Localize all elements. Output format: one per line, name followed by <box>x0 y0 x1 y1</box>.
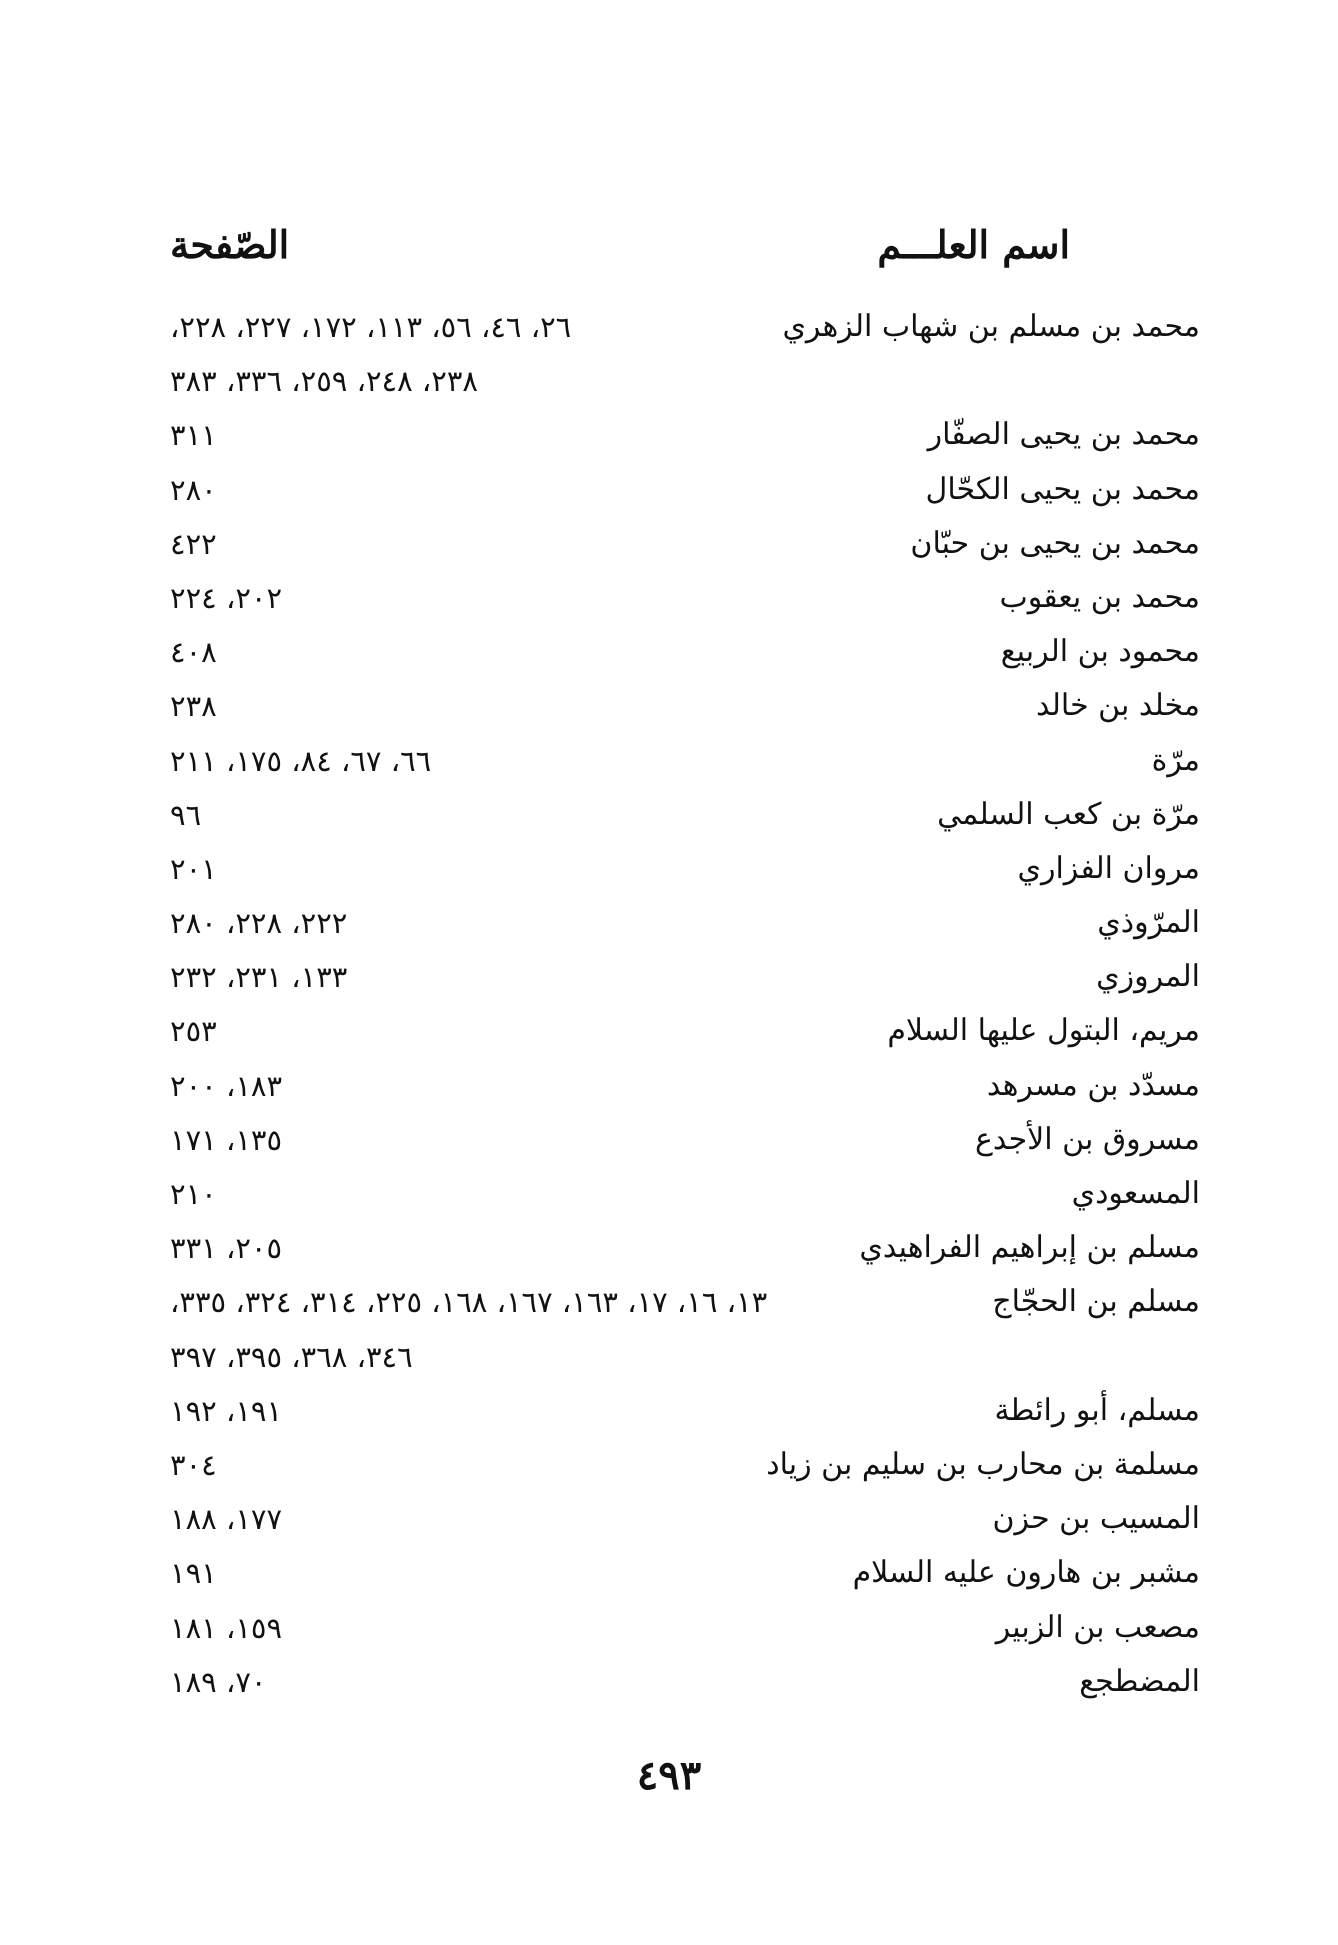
index-row <box>170 896 1200 950</box>
index-row <box>170 1004 1200 1058</box>
entry-pages: ٣٠٤ <box>170 1447 217 1482</box>
entry-pages: ٢٢٢، ٢٢٨، ٢٨٠ <box>170 906 348 941</box>
index-row-continuation <box>170 1330 1200 1384</box>
entry-name: محمد بن يحيى الصفّار <box>927 417 1200 453</box>
index-row <box>170 625 1200 679</box>
entry-name: المسعودي <box>1071 1176 1200 1211</box>
entry-name: مروان الفزاري <box>1017 850 1200 886</box>
entry-pages: ٢٦، ٤٦، ٥٦، ١١٣، ١٧٢، ٢٢٧، ٢٢٨، <box>170 310 572 344</box>
entry-name: المرّوذي <box>1097 905 1200 941</box>
entry-name: المسيب بن حزن <box>992 1501 1200 1537</box>
index-row <box>170 1059 1200 1113</box>
entry-pages: ١٩١ <box>170 1556 217 1591</box>
index-row <box>170 1438 1200 1492</box>
entry-pages: ٢٥٣ <box>170 1014 217 1049</box>
entry-pages: ٣١١ <box>170 418 217 453</box>
entry-name: مسروق بن الأجدع <box>974 1121 1200 1157</box>
index-row <box>170 679 1200 733</box>
entry-pages: ٢٠١ <box>170 851 217 886</box>
index-row <box>170 408 1200 462</box>
entry-name: مرّة <box>1151 742 1200 778</box>
index-row <box>170 734 1200 788</box>
entry-name: محمد بن يعقوب <box>999 579 1200 615</box>
entry-name: محمود بن الربيع <box>1000 634 1200 670</box>
entry-pages: ٢٣٨، ٢٤٨، ٢٥٩، ٣٣٦، ٣٨٣ <box>170 364 478 399</box>
entry-name: المضطجع <box>1079 1663 1200 1699</box>
index-row <box>170 1167 1200 1221</box>
entry-pages: ٧٠، ١٨٩ <box>170 1664 267 1699</box>
entry-pages: ٢٣٨ <box>170 689 217 724</box>
index-row <box>170 1113 1200 1167</box>
entry-name: مريم، البتول عليها السلام <box>887 1013 1200 1049</box>
page-number: ٤٩٣ <box>636 1752 702 1799</box>
index-row <box>170 842 1200 896</box>
entry-pages: ١٧٧، ١٨٨ <box>170 1502 283 1537</box>
entry-pages: ١٥٩، ١٨١ <box>170 1610 283 1645</box>
index-row <box>170 1384 1200 1438</box>
entry-name: مسدّد بن مسرهد <box>986 1067 1200 1103</box>
entry-pages: ٣٤٦، ٣٦٨، ٣٩٥، ٣٩٧ <box>170 1339 413 1374</box>
page-column-heading: الصّفحة <box>170 222 290 267</box>
index-row <box>170 788 1200 842</box>
entry-pages: ١٨٣، ٢٠٠ <box>170 1068 283 1103</box>
entry-pages: ٢٠٢، ٢٢٤ <box>170 580 283 615</box>
index-row <box>170 300 1200 354</box>
entry-pages: ١٣، ١٦، ١٧، ١٦٣، ١٦٧، ١٦٨، ٢٢٥، ٣١٤، ٣٢٤، ٣٣٥، <box>170 1285 768 1320</box>
index-row <box>170 1221 1200 1275</box>
entry-pages: ٢٠٥، ٣٣١ <box>170 1231 283 1266</box>
index-row <box>170 1275 1200 1329</box>
entry-pages: ١٩١، ١٩٢ <box>170 1393 283 1428</box>
entry-name: المروزي <box>1096 959 1200 995</box>
entry-name: مشبر بن هارون عليه السلام <box>852 1555 1200 1591</box>
table-header <box>170 222 1200 278</box>
index-row <box>170 571 1200 625</box>
entry-pages: ١٣٣، ٢٣١، ٢٣٢ <box>170 960 348 995</box>
entry-name: مصعب بن الزبير <box>995 1609 1200 1645</box>
entry-name: مسلم، أبو رائطة <box>994 1392 1200 1428</box>
entry-name: محمد بن مسلم بن شهاب الزهري <box>782 309 1200 344</box>
index-row-continuation <box>170 354 1200 408</box>
entry-name: مخلد بن خالد <box>1036 688 1200 724</box>
entry-pages: ٤٢٢ <box>170 526 217 561</box>
index-row <box>170 1655 1200 1709</box>
entry-pages: ٤٠٨ <box>170 635 217 670</box>
entry-name: محمد بن يحيى الكحّال <box>925 471 1200 507</box>
entry-name: محمد بن يحيى بن حبّان <box>910 525 1200 561</box>
entry-pages: ٢٨٠ <box>170 472 217 507</box>
entry-name: مرّة بن كعب السلمي <box>937 796 1200 832</box>
entry-name: مسلمة بن محارب بن سليم بن زياد <box>766 1446 1200 1482</box>
index-row <box>170 1546 1200 1600</box>
entry-name: مسلم بن إبراهيم الفراهيدي <box>859 1230 1200 1266</box>
entry-pages: ٢١٠ <box>170 1177 217 1211</box>
entry-pages: ٦٦، ٦٧، ٨٤، ١٧٥، ٢١١ <box>170 743 432 778</box>
entry-pages: ٩٦ <box>170 797 202 832</box>
name-column-heading: اسم العلـــم <box>877 222 1070 267</box>
index-entries <box>170 300 1200 1709</box>
index-row <box>170 517 1200 571</box>
entry-pages: ١٣٥، ١٧١ <box>170 1122 283 1157</box>
index-row <box>170 463 1200 517</box>
index-row <box>170 950 1200 1004</box>
index-row <box>170 1601 1200 1655</box>
entry-name: مسلم بن الحجّاج <box>992 1284 1200 1320</box>
index-row <box>170 1492 1200 1546</box>
